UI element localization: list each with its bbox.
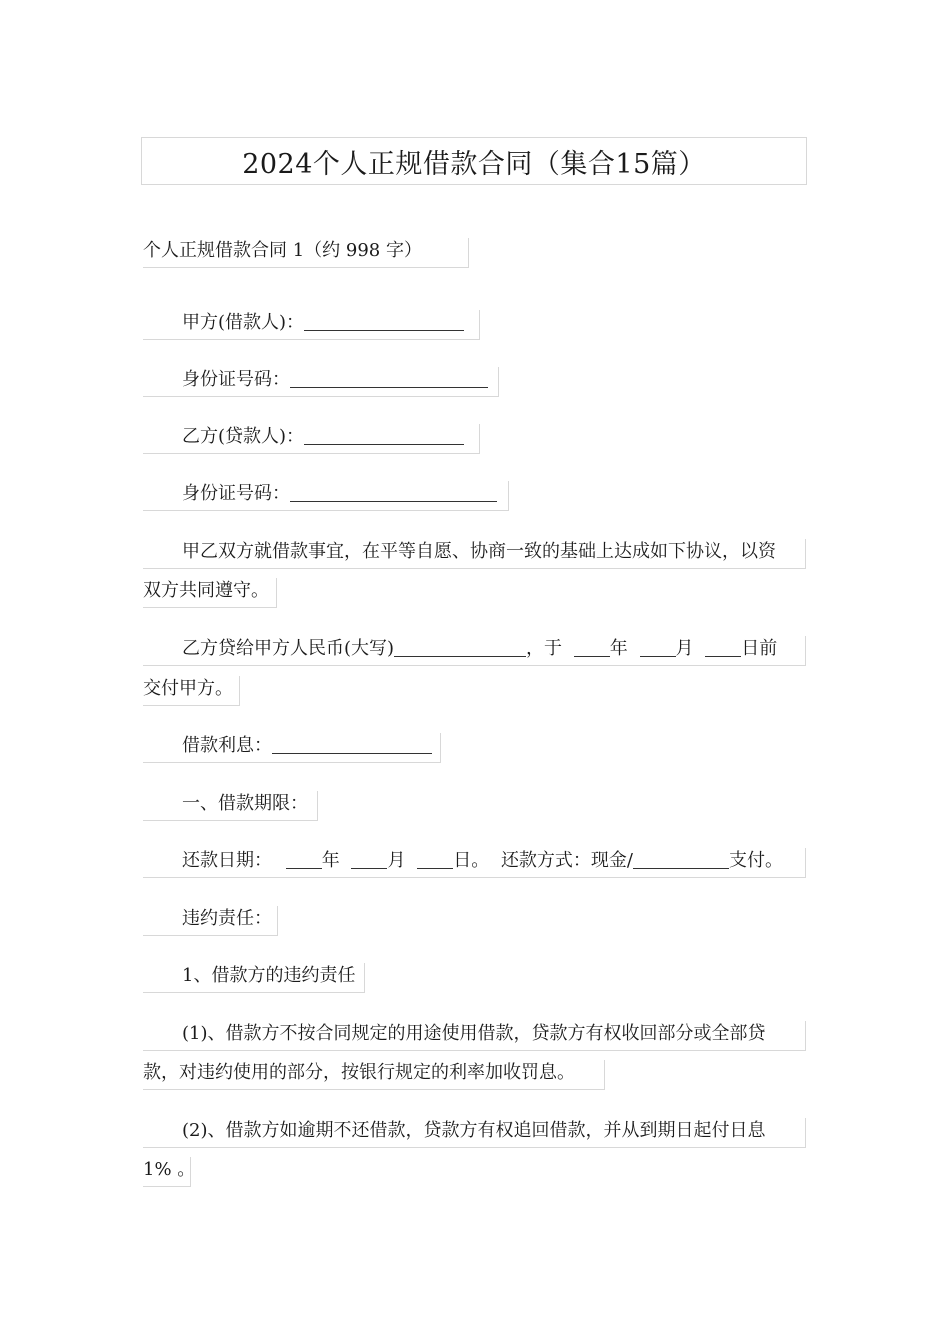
breach-1-2-text-1: (2)、借款方如逾期不还借款，贷款方有权追回借款，并从到期日起付日息 bbox=[182, 1120, 766, 1141]
agreement-text-2: 双方共同遵守。 bbox=[143, 580, 269, 601]
interest-blank bbox=[272, 735, 432, 754]
loan-day: 日前 bbox=[741, 638, 778, 659]
repay-method-blank bbox=[633, 850, 729, 869]
agreement-line-2 bbox=[143, 578, 277, 608]
breach-1-2-text-2: 1% 。 bbox=[143, 1159, 196, 1180]
term-heading bbox=[143, 791, 318, 821]
breach-1-1-text-2: 款，对违约使用的部分，按银行规定的利率加收罚息。 bbox=[143, 1062, 575, 1083]
borrower-field bbox=[143, 310, 480, 340]
loan-day-blank bbox=[705, 638, 741, 657]
document-title bbox=[141, 137, 807, 185]
lender-id-field bbox=[143, 481, 509, 511]
repay-year: 年 bbox=[321, 850, 340, 871]
loan-month: 月 bbox=[675, 638, 694, 659]
breach-heading bbox=[143, 906, 278, 936]
breach-1-1-line-2 bbox=[143, 1060, 605, 1090]
repay-day: 日。 bbox=[453, 850, 490, 871]
repay-day-blank bbox=[417, 850, 453, 869]
repay-pay: 支付。 bbox=[729, 850, 784, 871]
repay-label: 还款日期： bbox=[182, 850, 272, 871]
loan-line-1 bbox=[143, 636, 806, 666]
repay-month: 月 bbox=[387, 850, 406, 871]
agreement-text-1: 甲乙双方就借款事宜，在平等自愿、协商一致的基础上达成如下协议，以资 bbox=[182, 541, 776, 562]
breach-heading-text: 违约责任： bbox=[182, 908, 272, 929]
lender-id-blank bbox=[290, 483, 497, 502]
loan-year: 年 bbox=[609, 638, 628, 659]
repay-year-blank bbox=[286, 850, 322, 869]
term-heading-text: 一、借款期限： bbox=[182, 793, 308, 814]
loan-amount-blank bbox=[394, 638, 526, 657]
interest-label: 借款利息： bbox=[182, 735, 272, 756]
loan-year-blank bbox=[574, 638, 610, 657]
title-text: 2024个人正规借款合同（集合15篇） bbox=[242, 148, 706, 180]
section-heading bbox=[143, 238, 469, 268]
borrower-blank bbox=[304, 312, 464, 331]
loan-text-2: ，于 bbox=[526, 638, 563, 659]
breach-1-2-line-1 bbox=[143, 1118, 806, 1148]
borrower-id-label: 身份证号码： bbox=[182, 369, 290, 390]
borrower-id-blank bbox=[290, 369, 488, 388]
repay-method: 还款方式：现金/ bbox=[500, 850, 634, 871]
agreement-line-1 bbox=[143, 539, 806, 569]
loan-text-1: 乙方贷给甲方人民币(大写) bbox=[182, 638, 395, 659]
borrower-label: 甲方(借款人)： bbox=[182, 312, 305, 333]
interest-field bbox=[143, 733, 441, 763]
loan-month-blank bbox=[640, 638, 676, 657]
lender-blank bbox=[304, 426, 464, 445]
lender-label: 乙方(贷款人)： bbox=[182, 426, 305, 447]
breach-1 bbox=[143, 963, 365, 993]
loan-text-3: 交付甲方。 bbox=[143, 678, 233, 699]
breach-1-1-text-1: (1)、借款方不按合同规定的用途使用借款，贷款方有权收回部分或全部贷 bbox=[182, 1023, 766, 1044]
lender-field bbox=[143, 424, 480, 454]
section-heading-text: 个人正规借款合同 1（约 998 字） bbox=[143, 240, 422, 261]
repay-month-blank bbox=[351, 850, 387, 869]
breach-1-2-line-2 bbox=[143, 1157, 196, 1187]
breach-1-text: 1、借款方的违约责任 bbox=[182, 965, 356, 986]
breach-1-1-line-1 bbox=[143, 1021, 806, 1051]
borrower-id-field bbox=[143, 367, 499, 397]
repay-line bbox=[143, 848, 806, 878]
lender-id-label: 身份证号码： bbox=[182, 483, 290, 504]
loan-line-2 bbox=[143, 676, 240, 706]
